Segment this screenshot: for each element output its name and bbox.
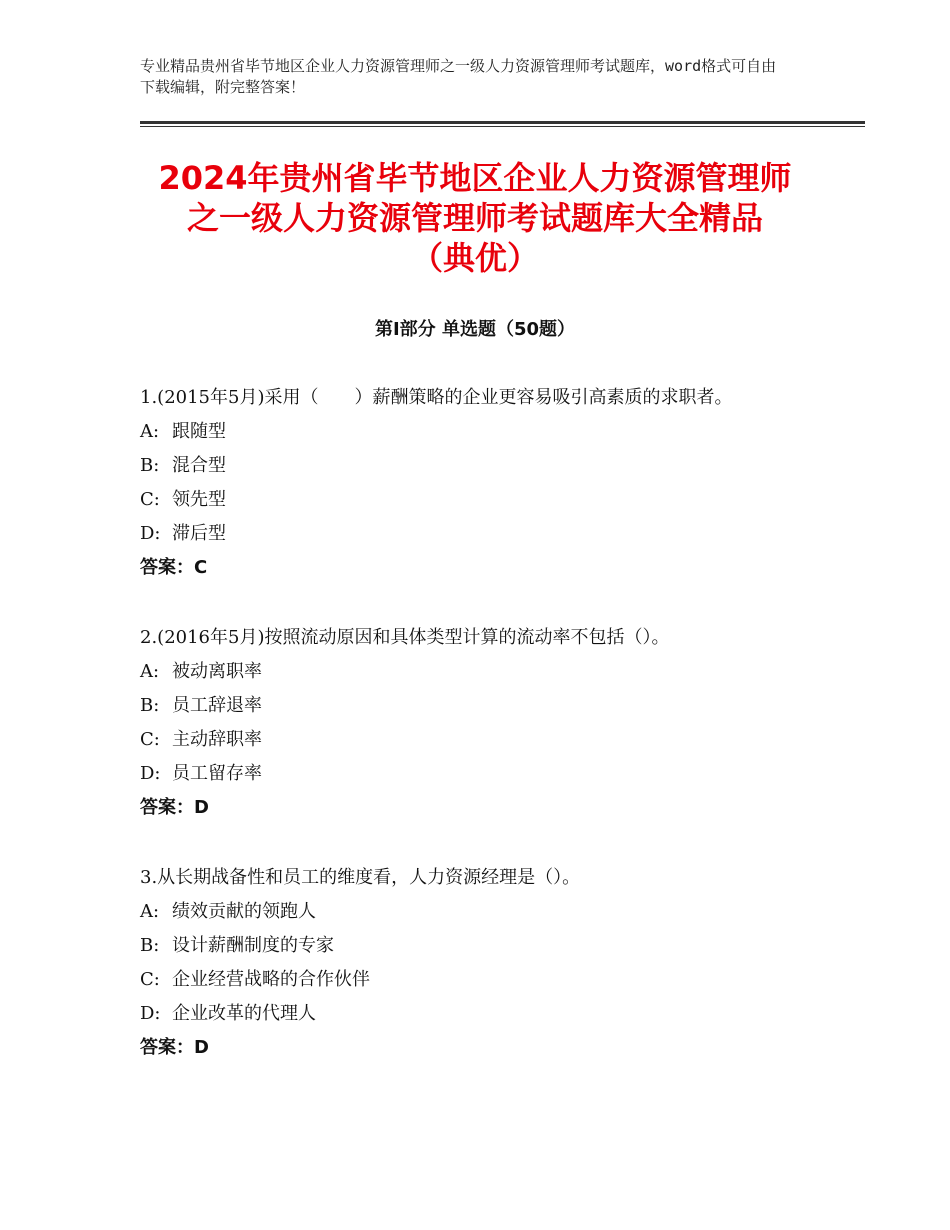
question-item [140, 621, 820, 825]
option-text: 跟随型 [172, 421, 226, 442]
option-key: A: [140, 901, 160, 922]
option-text: 滞后型 [172, 523, 226, 544]
option-text: 领先型 [172, 489, 226, 510]
option-d [140, 997, 820, 1031]
option-key: C: [140, 729, 160, 750]
question-stem: 3.从长期战备性和员工的维度看，人力资源经理是（）。 [140, 867, 581, 888]
header-note: 专业精品贵州省毕节地区企业人力资源管理师之一级人力资源管理师考试题库，word格式可自由下载编辑，附完整答案！ [140, 57, 777, 96]
header-divider-thin [140, 126, 865, 127]
answer-line: 答案：C [140, 557, 208, 578]
option-c [140, 963, 820, 997]
option-key: B: [140, 695, 160, 716]
option-key: C: [140, 969, 160, 990]
option-key: C: [140, 489, 160, 510]
answer-line: 答案：D [140, 1037, 209, 1058]
option-b [140, 689, 820, 723]
question-item [140, 381, 820, 585]
option-a [140, 895, 820, 929]
option-text: 员工留存率 [172, 763, 262, 784]
question-list [140, 381, 820, 1101]
title-line: 2024年贵州省毕节地区企业人力资源管理师 [158, 159, 792, 197]
answer-line: 答案：D [140, 797, 209, 818]
document-title [100, 158, 850, 278]
option-b [140, 449, 820, 483]
question-stem: 2.(2016年5月)按照流动原因和具体类型计算的流动率不包括（）。 [140, 627, 670, 648]
title-line: （典优） [410, 239, 539, 277]
option-text: 企业经营战略的合作伙伴 [172, 969, 370, 990]
option-text: 设计薪酬制度的专家 [172, 935, 334, 956]
section-heading: 第Ⅰ部分 单选题（50题） [374, 319, 575, 340]
option-b [140, 929, 820, 963]
option-d [140, 517, 820, 551]
option-text: 混合型 [172, 455, 226, 476]
option-a [140, 415, 820, 449]
header-divider-thick [140, 121, 865, 124]
option-text: 被动离职率 [172, 661, 262, 682]
option-text: 主动辞职率 [172, 729, 262, 750]
option-key: B: [140, 455, 160, 476]
option-c [140, 483, 820, 517]
option-key: A: [140, 421, 160, 442]
option-key: B: [140, 935, 160, 956]
option-a [140, 655, 820, 689]
option-c [140, 723, 820, 757]
option-d [140, 757, 820, 791]
title-line: 之一级人力资源管理师考试题库大全精品 [186, 199, 763, 237]
option-text: 绩效贡献的领跑人 [172, 901, 316, 922]
option-text: 企业改革的代理人 [172, 1003, 316, 1024]
option-key: D: [140, 1003, 161, 1024]
question-item [140, 861, 820, 1065]
option-text: 员工辞退率 [172, 695, 262, 716]
question-stem: 1.(2015年5月)采用（ ）薪酬策略的企业更容易吸引高素质的求职者。 [140, 387, 733, 408]
option-key: A: [140, 661, 160, 682]
option-key: D: [140, 523, 161, 544]
option-key: D: [140, 763, 161, 784]
